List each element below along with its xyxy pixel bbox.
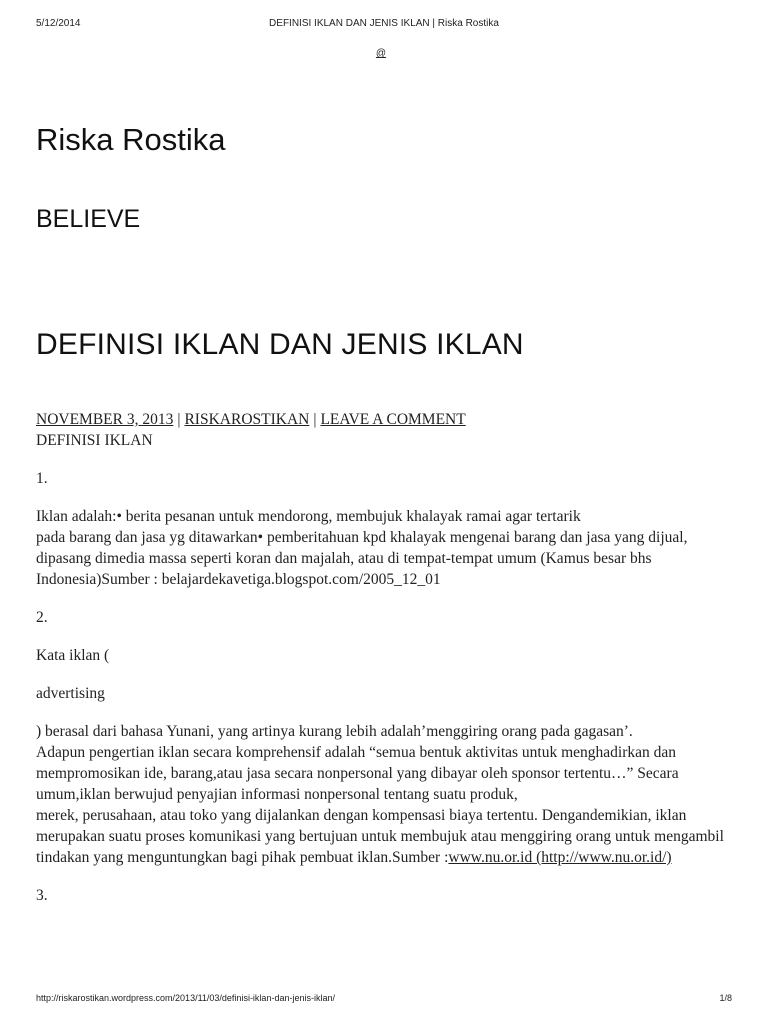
meta-separator: | [177,411,181,428]
print-page-title: DEFINISI IKLAN DAN JENIS IKLAN | Riska Rostika [269,18,499,29]
print-footer [36,993,732,1005]
paragraph-line: merek, perusahaan, atau toko yang dijalankan dengan kompensasi biaya tertentu. Dengandemikian, iklan merupakan suatu proses komunikasi yang bertujuan untuk membujuk atau menggiring orang untuk mengambil tindakan yang menguntungkan bagi pihak pembuat iklan.Sumber : [36,807,724,866]
top-link-at[interactable]: @ [375,48,387,59]
author-link[interactable]: RISKAROSTIKAN [184,411,310,428]
paragraph-line: Adapun pengertian iklan secara komprehensif adalah “semua bentuk aktivitas untuk menghadirkan dan mempromosikan ide, barang,atau jasa secara nonpersonal yang dibayar oleh sponsor tertentu…” Secara umum,iklan berwujud penyajian informasi nonpersonal tentang suatu produk, [36,744,679,803]
paragraph-definition-1 [36,506,736,590]
print-url: http://riskarostikan.wordpress.com/2013/11/03/definisi-iklan-dan-jenis-iklan/ [36,993,335,1003]
print-page-number: 1/8 [719,993,732,1003]
paragraph-line: Iklan adalah:• berita pesanan untuk mendorong, membujuk khalayak ramai agar tertarik [36,508,581,525]
leave-comment-link[interactable]: LEAVE A COMMENT [320,411,466,428]
post-date-link[interactable]: NOVEMBER 3, 2013 [36,411,174,428]
top-links [0,48,768,59]
post-heading: DEFINISI IKLAN [36,432,153,449]
print-header [36,18,732,32]
paragraph-kata-iklan: Kata iklan ( [36,647,110,664]
paragraph-line: pada barang dan jasa yg ditawarkan• pemberitahuan kpd khalayak mengenai barang dan jasa yang dijual, dipasang dimedia massa seperti koran dan majalah, atau di tempat-tempat umum (Kamus besar bhs Indonesia)Sumber : belajardekavetiga.blogspot.com/2005_12_01 [36,529,688,588]
item-number-1: 1. [36,470,48,487]
print-date: 5/12/2014 [36,18,81,29]
item-number-2: 2. [36,609,48,626]
post-meta [36,409,736,430]
paragraph-line: ) berasal dari bahasa Yunani, yang artinya kurang lebih adalah’menggiring orang pada gagasan’. [36,723,633,740]
paragraph-definition-2 [36,721,736,868]
site-description: BELIEVE [36,205,141,233]
term-advertising: advertising [36,685,105,702]
meta-separator: | [313,411,317,428]
post-title: DEFINISI IKLAN DAN JENIS IKLAN [36,328,524,361]
site-title[interactable]: Riska Rostika [36,122,226,157]
source-link-nu[interactable]: www.nu.or.id (http://www.nu.or.id/) [448,849,672,866]
post-content [36,409,736,906]
item-number-3: 3. [36,887,48,904]
